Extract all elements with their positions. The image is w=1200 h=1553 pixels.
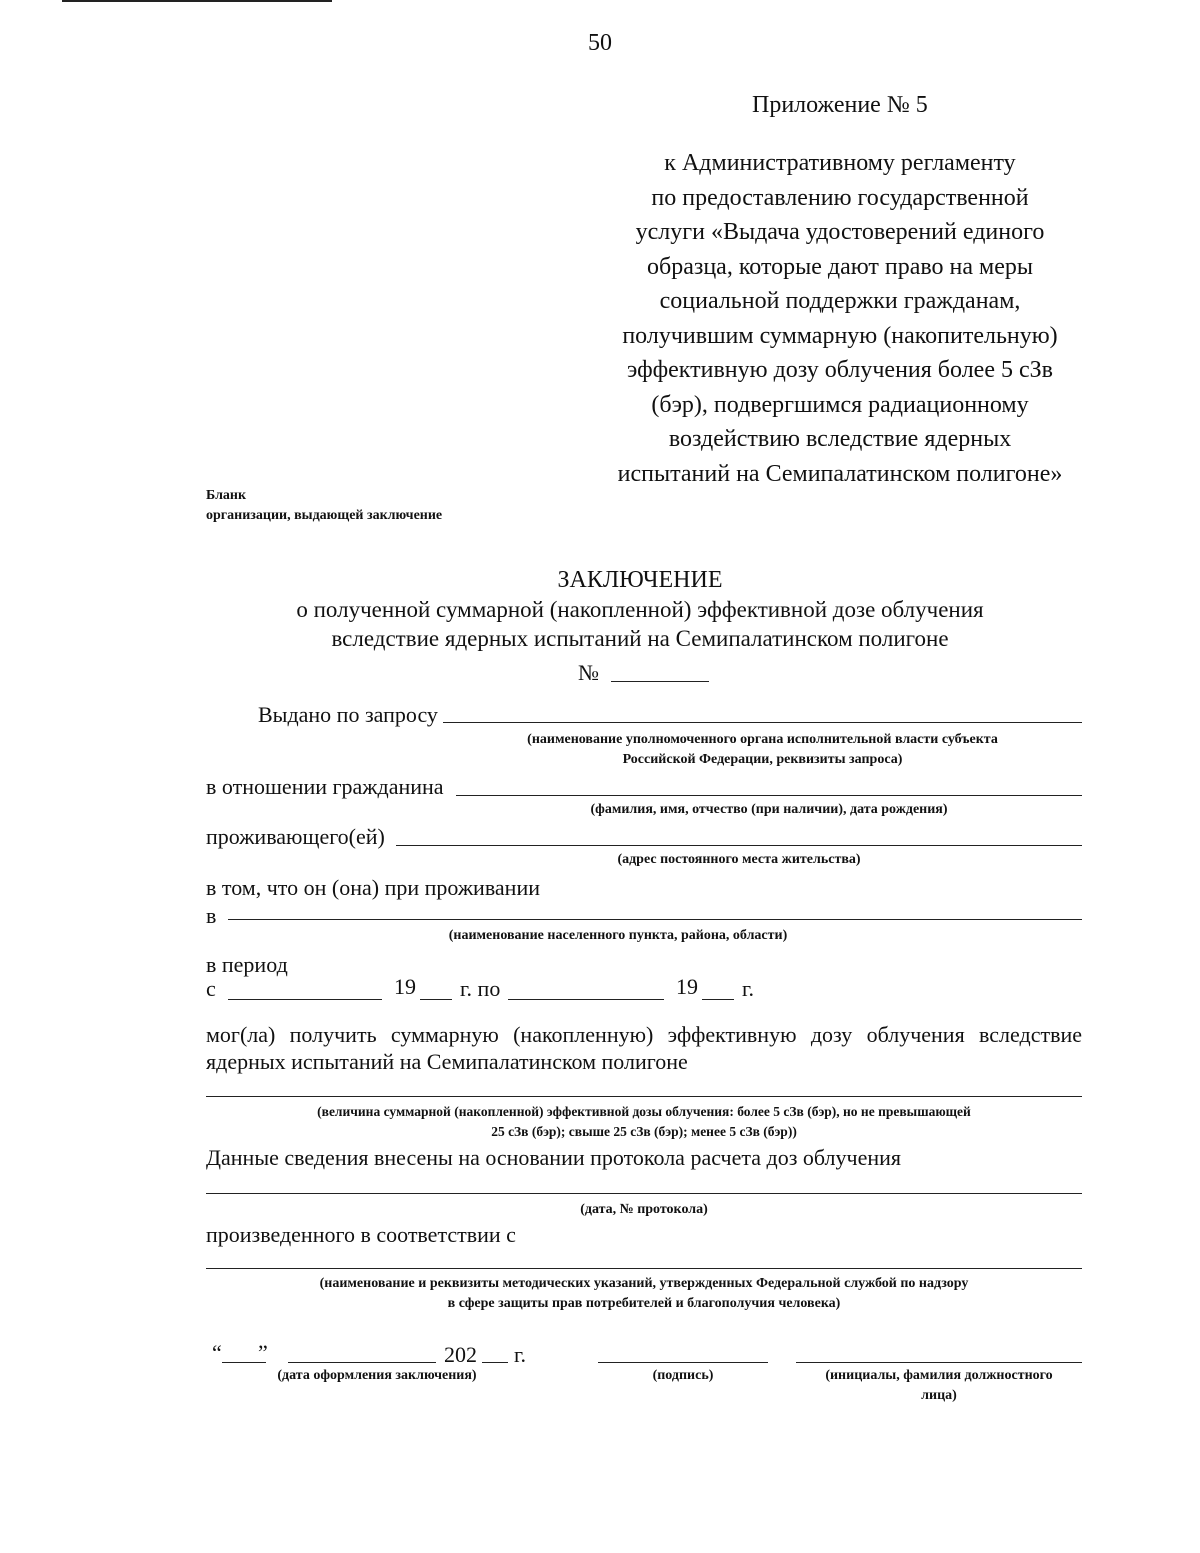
document-number-field[interactable]: [611, 681, 709, 682]
citizen-field[interactable]: [456, 795, 1082, 796]
subtitle-line: о полученной суммарной (накопленной) эффективной дозе облучения: [296, 597, 984, 622]
protocol-field[interactable]: [206, 1193, 1082, 1194]
quote-open: “: [212, 1340, 222, 1365]
document-title: [0, 566, 1200, 594]
dose-value-field[interactable]: [206, 1096, 1082, 1097]
from-label: с: [206, 976, 216, 1001]
year-signature-field[interactable]: [482, 1362, 508, 1363]
appendix-line: эффективную дозу облучения более 5 сЗв: [627, 357, 1053, 383]
residing-caption: (адрес постоянного места жительства): [617, 852, 861, 867]
dose-caption-line: 25 сЗв (бэр); свыше 25 сЗв (бэр); менее 5 сЗв (бэр)): [491, 1124, 797, 1139]
protocol-caption: (дата, № протокола): [580, 1202, 708, 1217]
month-field[interactable]: [288, 1362, 436, 1363]
letterhead-note: [206, 486, 442, 526]
letterhead-line: организации, выдающей заключение: [206, 508, 443, 523]
in-label: в: [206, 903, 217, 928]
dose-caption-line: (величина суммарной (накопленной) эффективной дозы облучения: более 5 сЗв (бэр), но не превышающей: [317, 1104, 971, 1119]
citizen-label: в отношении гражданина: [206, 774, 444, 799]
settlement-caption: (наименование населенного пункта, района, области): [448, 928, 788, 943]
document-number-label: №: [578, 660, 599, 685]
appendix-line: воздействию вследствие ядерных: [668, 426, 1012, 452]
appendix-line: испытаний на Семипалатинском полигоне»: [617, 460, 1063, 487]
issued-caption: [443, 730, 1082, 770]
year-suffix-end: г.: [742, 976, 755, 1001]
signature-field[interactable]: [598, 1362, 768, 1363]
appendix-line: (бэр), подвергшимся радиационному: [651, 391, 1029, 418]
year-prefix-end: 19: [676, 974, 698, 999]
official-name-caption-line: лица): [921, 1388, 957, 1403]
living-text: в том, что он (она) при проживании: [206, 875, 540, 900]
period-start-field[interactable]: [228, 999, 382, 1000]
signature-caption: (подпись): [652, 1368, 714, 1383]
methodology-text: произведенного в соответствии с: [206, 1222, 516, 1247]
page-number: 50: [588, 30, 612, 56]
dose-line-2: ядерных испытаний на Семипалатинском полигоне: [206, 1049, 688, 1074]
dose-caption: [206, 1102, 1082, 1142]
dose-line-1: мог(ла) получить суммарную (накопленную) эффективную дозу облучения вследствие: [206, 1022, 1082, 1047]
letterhead-line: Бланк: [206, 488, 247, 503]
appendix-line: образца, которые дают право на меры: [646, 253, 1033, 280]
year-suffix-signature: г.: [514, 1342, 527, 1367]
quote-close: ”: [258, 1340, 268, 1365]
issued-field[interactable]: [443, 722, 1082, 723]
methodology-field[interactable]: [206, 1268, 1082, 1269]
year-start-field[interactable]: [420, 999, 452, 1000]
period-to-label: г. по: [460, 976, 501, 1001]
official-name-caption-line: (инициалы, фамилия должностного: [825, 1368, 1053, 1383]
appendix-line: получившим суммарную (накопительную): [622, 322, 1058, 349]
citizen-caption: (фамилия, имя, отчество (при наличии), дата рождения): [590, 802, 948, 817]
top-rule: [62, 0, 332, 2]
residing-label: проживающего(ей): [206, 824, 385, 849]
appendix-line: социальной поддержки гражданам,: [659, 288, 1021, 314]
official-name-caption: [796, 1366, 1082, 1406]
document-subtitle: [280, 595, 1000, 653]
year-prefix-signature: 202: [444, 1342, 477, 1367]
issued-label: Выдано по запросу: [258, 702, 438, 727]
settlement-field[interactable]: [228, 919, 1082, 920]
appendix-line: услуги «Выдача удостоверений единого: [635, 219, 1045, 245]
protocol-text: Данные сведения внесены на основании протокола расчета доз облучения: [206, 1145, 902, 1170]
subtitle-line: вследствие ядерных испытаний на Семипалатинском полигоне: [331, 626, 949, 651]
appendix-line: к Административному регламенту: [664, 150, 1016, 176]
appendix-title: Приложение № 5: [752, 92, 928, 118]
appendix-line: по предоставлению государственной: [651, 184, 1029, 211]
date-caption: (дата оформления заключения): [277, 1368, 477, 1383]
document-title-text: ЗАКЛЮЧЕНИЕ: [557, 567, 723, 593]
issued-caption-line: (наименование уполномоченного органа исполнительной власти субъекта: [527, 732, 998, 747]
year-prefix-start: 19: [394, 974, 416, 999]
methodology-caption-line: (наименование и реквизиты методических указаний, утвержденных Федеральной службой по надзору: [319, 1276, 969, 1291]
methodology-caption: [206, 1274, 1082, 1314]
official-name-field[interactable]: [796, 1362, 1082, 1363]
period-end-field[interactable]: [508, 999, 664, 1000]
methodology-caption-line: в сфере защиты прав потребителей и благополучия человека): [447, 1296, 841, 1311]
period-label: в период: [206, 952, 288, 977]
residing-field[interactable]: [396, 845, 1082, 846]
year-end-field[interactable]: [702, 999, 734, 1000]
issued-caption-line: Российской Федерации, реквизиты запроса): [622, 752, 903, 767]
appendix-reference: [560, 146, 1120, 491]
